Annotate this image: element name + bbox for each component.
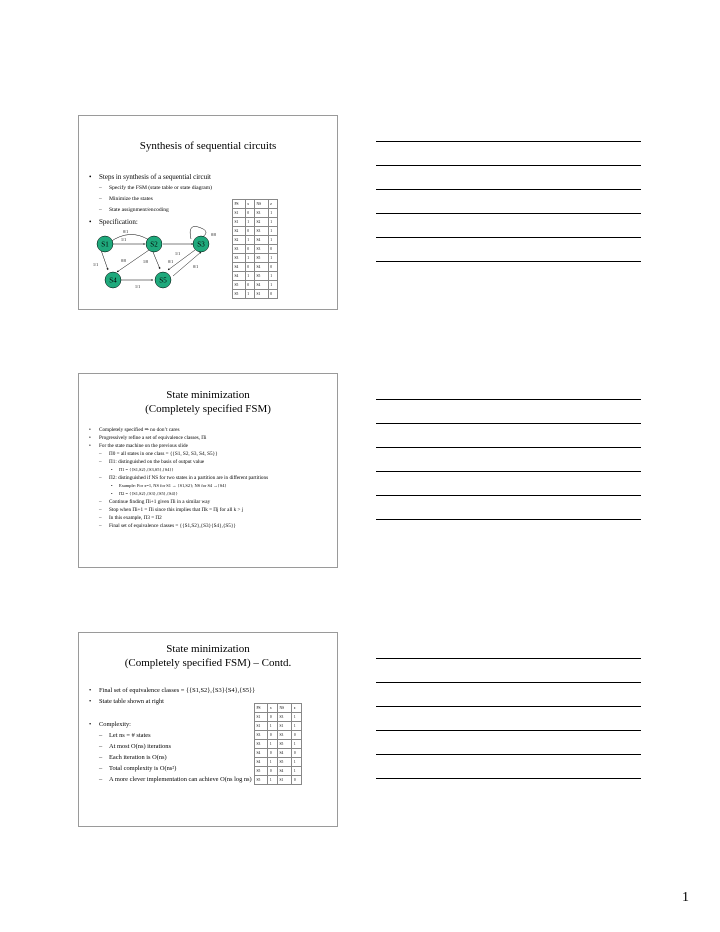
table-cell: 0 xyxy=(292,749,302,758)
edge xyxy=(101,250,108,270)
table-cell: 0 xyxy=(268,767,278,776)
bullet-list xyxy=(89,426,331,530)
table-cell: S3 xyxy=(254,209,268,218)
state-table xyxy=(232,199,278,299)
slide-title xyxy=(79,642,337,670)
table-cell: S1 xyxy=(255,713,268,722)
table-cell: 0 xyxy=(268,245,277,254)
table-cell: S4 xyxy=(277,767,291,776)
note-line xyxy=(376,658,641,659)
table-cell: S4 xyxy=(277,749,291,758)
state-table xyxy=(254,703,302,785)
note-line xyxy=(376,778,641,779)
sub-bullet: – Let ns = # states xyxy=(89,730,331,741)
state-node xyxy=(97,236,113,252)
slide-title xyxy=(79,388,337,416)
table-cell: S3 xyxy=(277,731,291,740)
table-cell: 1 xyxy=(292,722,302,731)
table-cell: 1 xyxy=(268,758,278,767)
table-cell: S3 xyxy=(233,254,246,263)
table-row xyxy=(233,272,278,281)
table-cell: S5 xyxy=(233,281,246,290)
slide-synthesis xyxy=(78,115,338,310)
table-cell: S1 xyxy=(277,776,291,785)
title-line: (Completely specified FSM) – Contd. xyxy=(124,657,292,669)
bullet: • Final set of equivalence classes = {{S1,S2},{S3}{S4},{S5}} xyxy=(89,685,331,696)
table-cell: S3 xyxy=(254,245,268,254)
table-cell: 0 xyxy=(268,263,277,272)
table-header-row: PS x NS z xyxy=(255,704,302,713)
table-cell: S4 xyxy=(254,281,268,290)
note-line xyxy=(376,141,641,142)
edge-label: 1/1 xyxy=(135,284,141,289)
bullet: • Completely specified ⇒ no don’t cares xyxy=(89,426,331,434)
table-cell: 1 xyxy=(292,758,302,767)
table-row xyxy=(255,731,302,740)
table-cell: S3 xyxy=(255,731,268,740)
table-row xyxy=(233,227,278,236)
note-line xyxy=(376,471,641,472)
table-cell: 1 xyxy=(245,290,254,299)
note-line xyxy=(376,423,641,424)
table-cell: 1 xyxy=(292,713,302,722)
sub-bullet: – In this example, Π3 = Π2 xyxy=(89,514,331,522)
table-row xyxy=(233,254,278,263)
edge-label: 1/1 xyxy=(175,251,181,256)
table-row xyxy=(255,722,302,731)
bullet: • For the state machine on the previous slide xyxy=(89,442,331,450)
bullet: • Steps in synthesis of a sequential circuit xyxy=(89,172,331,183)
table-cell: 1 xyxy=(245,236,254,245)
sub-bullet: – A more clever implementation can achieve O(ns log ns) xyxy=(89,774,259,785)
sub-bullet: – Final set of equivalence classes = {{S1,S2},{S3}{S4},{S5}} xyxy=(89,522,331,530)
table-cell: 1 xyxy=(268,776,278,785)
edge-label: 1/0 xyxy=(143,259,149,264)
table-row xyxy=(255,758,302,767)
table-cell: 1 xyxy=(245,272,254,281)
state-node xyxy=(193,236,209,252)
note-line xyxy=(376,213,641,214)
svg-text:S2: S2 xyxy=(150,240,158,249)
table-cell: 1 xyxy=(292,740,302,749)
table-cell: S3 xyxy=(277,713,291,722)
table-cell: 1 xyxy=(268,722,278,731)
bullet: • Complexity: xyxy=(89,719,331,730)
table-row xyxy=(255,740,302,749)
table-cell: 1 xyxy=(245,218,254,227)
table-cell: 0 xyxy=(268,731,278,740)
table-row xyxy=(233,281,278,290)
table-cell: 1 xyxy=(268,227,277,236)
table-cell: 1 xyxy=(292,767,302,776)
table-cell: S3 xyxy=(254,227,268,236)
slide-state-minimization-contd xyxy=(78,632,338,827)
slide-state-minimization xyxy=(78,373,338,568)
table-cell: 1 xyxy=(268,218,277,227)
table-cell: S5 xyxy=(254,272,268,281)
table-row xyxy=(233,245,278,254)
table-cell: S4 xyxy=(233,263,246,272)
sub-sub-bullet: • Π1 = {{S1,S2},{S3,S5},{S4}} xyxy=(89,466,331,474)
table-cell: S1 xyxy=(277,722,291,731)
table-cell: S1 xyxy=(233,209,246,218)
sub-bullet: – Π1: distinguished on the basis of output value xyxy=(89,458,331,466)
table-cell: S1 xyxy=(255,722,268,731)
table-cell: S3 xyxy=(233,245,246,254)
table-cell: 1 xyxy=(268,254,277,263)
table-cell: S2 xyxy=(233,236,246,245)
sub-bullet: – Total complexity is O(ns²) xyxy=(89,763,331,774)
bullet: • Specification: xyxy=(89,217,331,228)
table-cell: S2 xyxy=(233,227,246,236)
page-number: 1 xyxy=(682,890,689,905)
note-line xyxy=(376,261,641,262)
bullet: • State table shown at right xyxy=(89,696,331,707)
table-cell: S4 xyxy=(254,263,268,272)
title-line: State minimization xyxy=(166,389,250,401)
slide-title: Synthesis of sequential circuits xyxy=(139,140,277,152)
table-cell: S4 xyxy=(255,749,268,758)
table-cell: S4 xyxy=(233,272,246,281)
table-cell: 0 xyxy=(245,227,254,236)
table-cell: 0 xyxy=(292,776,302,785)
sub-sub-bullet: • Example: For x=1, NS for S1 → {S1,S2}; NS for S4 →{S4} xyxy=(89,482,331,490)
table-cell: S4 xyxy=(255,758,268,767)
table-cell: 0 xyxy=(245,263,254,272)
edge-label: 0/1 xyxy=(193,264,199,269)
table-cell: 0 xyxy=(245,209,254,218)
table-row xyxy=(255,749,302,758)
table-cell: 1 xyxy=(268,236,277,245)
table-row xyxy=(233,263,278,272)
note-line xyxy=(376,519,641,520)
table-cell: 1 xyxy=(268,272,277,281)
table-row xyxy=(233,209,278,218)
table-cell: S5 xyxy=(254,254,268,263)
note-line xyxy=(376,730,641,731)
sub-bullet: – At most O(ns) iterations xyxy=(89,741,331,752)
svg-text:S3: S3 xyxy=(197,240,205,249)
table-cell: 0 xyxy=(268,713,278,722)
table-header-row: PS x NS z xyxy=(233,200,278,209)
table-cell: S5 xyxy=(233,290,246,299)
state-diagram xyxy=(83,224,228,294)
table-row xyxy=(255,776,302,785)
table-cell: S5 xyxy=(277,740,291,749)
note-line xyxy=(376,754,641,755)
note-line xyxy=(376,165,641,166)
edge-label: 0/0 xyxy=(121,258,127,263)
table-cell: 1 xyxy=(245,254,254,263)
sub-bullet: – Specify the FSM (state table or state diagram) xyxy=(89,183,331,194)
bullet-list xyxy=(89,172,331,228)
sub-bullet: – Π2: distinguished if NS for two states in a partition are in different partitions xyxy=(89,474,331,482)
sub-bullet: – Stop when Πi+1 = Πi since this implies that Πk = Πj for all k > j xyxy=(89,506,331,514)
table-row xyxy=(233,218,278,227)
note-line xyxy=(376,237,641,238)
table-cell: 0 xyxy=(268,749,278,758)
table-cell: 1 xyxy=(268,281,277,290)
svg-text:S4: S4 xyxy=(109,276,117,285)
sub-bullet: – Each iteration is O(ns) xyxy=(89,752,331,763)
edge-label: 1/1 xyxy=(121,237,127,242)
state-node xyxy=(155,272,171,288)
edge-label: 0/0 xyxy=(211,232,217,237)
table-row xyxy=(255,767,302,776)
note-line xyxy=(376,399,641,400)
table-cell: 0 xyxy=(292,731,302,740)
table-cell: 1 xyxy=(268,740,278,749)
table-cell: S5 xyxy=(255,776,268,785)
title-line: (Completely specified FSM) xyxy=(145,403,271,415)
table-cell: S3 xyxy=(255,740,268,749)
table-cell: S2 xyxy=(254,218,268,227)
table-row xyxy=(233,290,278,299)
note-line xyxy=(376,447,641,448)
table-row xyxy=(255,713,302,722)
table-row xyxy=(233,236,278,245)
edge-label: 0/1 xyxy=(168,259,174,264)
sub-sub-bullet: • Π2 = {{S1,S2},{S3},{S5},{S4}} xyxy=(89,490,331,498)
svg-text:S5: S5 xyxy=(159,276,167,285)
table-cell: 0 xyxy=(268,290,277,299)
note-line xyxy=(376,682,641,683)
sub-bullet: – Π0 = all states in one class = {{S1, S2, S3, S4, S5}} xyxy=(89,450,331,458)
table-cell: 0 xyxy=(245,281,254,290)
table-cell: 1 xyxy=(268,209,277,218)
edge-label: 0/1 xyxy=(123,229,129,234)
table-cell: S1 xyxy=(254,290,268,299)
title-line: State minimization xyxy=(166,643,250,655)
note-line xyxy=(376,495,641,496)
note-line xyxy=(376,706,641,707)
sub-bullet: – Continue finding Πi+1 given Πi in a similar way xyxy=(89,498,331,506)
edge xyxy=(110,234,149,242)
sub-bullet: – State assignment/encoding xyxy=(89,205,331,216)
table-cell: 0 xyxy=(245,245,254,254)
sub-bullet: – Minimize the states xyxy=(89,194,331,205)
table-cell: S5 xyxy=(255,767,268,776)
state-node xyxy=(146,236,162,252)
svg-text:S1: S1 xyxy=(101,240,109,249)
bullet: • Progressively refine a set of equivalence classes, Πi xyxy=(89,434,331,442)
table-cell: S5 xyxy=(277,758,291,767)
edge xyxy=(153,252,160,269)
state-node xyxy=(105,272,121,288)
table-cell: S1 xyxy=(233,218,246,227)
note-line xyxy=(376,189,641,190)
table-cell: S4 xyxy=(254,236,268,245)
edge-label: 1/1 xyxy=(93,262,99,267)
